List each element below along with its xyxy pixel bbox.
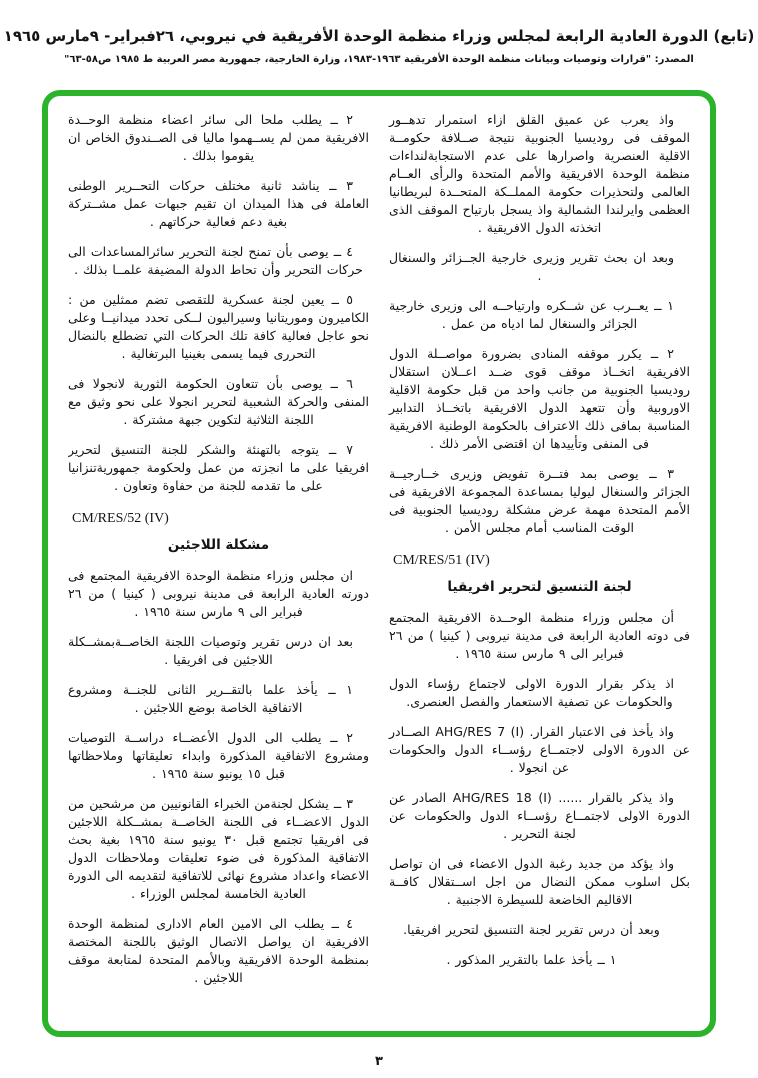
paragraph: أن مجلس وزراء منظمة الوحــدة الافريقية المجتمع فى دوته العادية الرابعة فى مدينة نيروبى ( كينيا ) من ٢٦ فبراير الى ٩ مارس سنة ١٩٦٥ . bbox=[389, 610, 690, 661]
resolution-code: CM/RES/51 (IV) bbox=[393, 553, 490, 568]
paragraph: ٧ ــ يتوجه بالتهنئة والشكر للجنة التنسيق لتحرير افريقيا على ما انجزته من عمل ولحكومة جمهوريةتنزانيا على ما تقدمه للجنة من حفاوة وتعاون . bbox=[68, 442, 369, 493]
paragraph: وبعد ان بحث تقرير وزيرى خارجية الجــزائر والسنغال . bbox=[389, 250, 674, 283]
paragraph: واذ يذكر بالقرار ...... ‎AHG/RES 18 (I)‎ الصادر عن الدورة الاولى لاجتمــاع رؤســاء الدول والحكومات عن لجنة التحرير . bbox=[389, 790, 690, 841]
paragraph: ٢ ــ يطلب الى الدول الأعضــاء دراســة التوصيات ومشروع الاتفاقية المذكورة وابداء تعليقاتها وملاحظاتها قبل ١٥ يونيو سنة ١٩٦٥ . bbox=[68, 730, 369, 781]
section-title: مشكلة اللاجئين bbox=[167, 537, 270, 553]
paragraph: ١ ــ يأخذ علما بالتقــرير الثانى للجنــة ومشروع الاتفاقية الخاصة بوضع اللاجئين . bbox=[68, 682, 353, 715]
left-column bbox=[68, 111, 369, 1025]
paragraph: ٢ ــ يكرر موقفه المنادى بضرورة مواصــلة الدول الافريقية اتخــاذ موقف قوى ضــد اعــلان استقلال روديسيا الجنوبية من جانب واحد من قبل حكومة الاقلية الاوروبية وأن تتعهد الدول الافريقية باتخــاذ التدابير المناسبة بمافى ذلك الاعتراف بالحكومة الوطنية الافريقية فى المنفى وتأييدها ان اقتضى الأمر ذلك . bbox=[389, 346, 690, 451]
paragraph: ١ ــ يأخذ علما بالتقرير المذكور . bbox=[446, 952, 617, 967]
resolution-code: CM/RES/52 (IV) bbox=[72, 511, 169, 526]
paragraph: واذ يؤكد من جديد رغبة الدول الاعضاء فى ان تواصل بكل اسلوب ممكن النضال من اجل اســتقلال كافــة الاقاليم الخاضعة للسيطرة الاجنبية . bbox=[389, 856, 690, 907]
paragraph: ٣ ــ يناشد ثانية مختلف حركات التحــرير الوطنى العاملة فى هذا الميدان ان تقيم جبهات عمل مشــتركة بغية دعم فعالية حركاتهم . bbox=[68, 178, 369, 229]
page-title: (تابع) الدورة العادية الرابعة لمجلس وزراء منظمة الوحدة الأفريقية في نيروبي، ٢٦فبراير- ٩مارس ١٩٦٥ bbox=[3, 27, 755, 45]
page-number: ٣ bbox=[375, 1054, 383, 1069]
section-title: لجنة التنسيق لتحرير افريقيا bbox=[447, 579, 632, 595]
paragraph: ٤ ــ يوصى بأن تمنح لجنة التحرير سائرالمساعدات الى حركات التحرير وأن تحاط الدولة المضيفة علمــا بذلك . bbox=[68, 244, 363, 277]
paragraph: ان مجلس وزراء منظمة الوحدة الافريقية المجتمع فى دورته العادية الرابعة فى مدينة نيروبى ( كينيا ) من ٢٦ فبراير الى ٩ مارس سنة ١٩٦٥ . bbox=[68, 568, 369, 619]
paragraph: واذ يأخذ فى الاعتبار القرار. ‎AHG/RES 7 (I)‎ الصــادر عن الدورة الاولى لاجتمــاع رؤســاء الدول والحكومات عن انجولا . bbox=[389, 724, 690, 775]
paragraph: ١ ــ يعــرب عن شــكره وارتياحــه الى وزيرى خارجية الجزائر والسنغال لما ادياه من عمل . bbox=[389, 298, 674, 331]
paragraph: ٥ ــ يعين لجنة عسكرية للتقصى تضم ممثلين من : الكاميرون وموريتانيا وسيراليون لــكى تحدد ميدانيــا وعلى نحو عاجل فعالية كافة تلك الحركات التي تضطلع بالنضال التحررى فيما يسمى بغينيا البرتغالية . bbox=[68, 292, 369, 361]
paragraph: وبعد أن درس تقرير لجنة التنسيق لتحرير افريقيا. bbox=[403, 922, 660, 937]
paragraph: اذ يذكر بقرار الدورة الاولى لاجتماع رؤساء الدول والحكومات عن تصفية الاستعمار والفصل العنصرى. bbox=[389, 676, 674, 709]
paragraph: ٣ ــ يشكل لجنةمن الخبراء القانونيين من مرشحين من الدول الاعضــاء فى اللجنة الخاصــة بمشــكلة اللاجئين فى افريقيا تجتمع قبل ٣٠ يونيو سنة ١٩٦٥ بغية بحث الاتفاقية المذكورة فى ضوء تعليقات وملاحظات الدول الاعضاء واعداد مشروع نهائى للاتفاقية لتقديمه الى الدورة العادية الخامسة لمجلس الوزراء . bbox=[68, 796, 369, 901]
columns bbox=[68, 111, 690, 1025]
paragraph: ٢ ــ يطلب ملحا الى سائر اعضاء منظمة الوحــدة الافريقية ممن لم يســهموا ماليا فى الصــندوق الخاص ان يقوموا بذلك . bbox=[68, 112, 369, 163]
paragraph: ٤ ــ يطلب الى الامين العام الادارى لمنظمة الوحدة الافريقية ان يواصل الاتصال الوثيق باللجنة المختصة بمنظمة الوحدة الافريقية وبالأمم المتحدة لمتابعة موقف اللاجئين . bbox=[68, 916, 369, 985]
paragraph: ٦ ــ يوصى بأن تتعاون الحكومة الثورية لانجولا فى المنفى والحركة الشعبية لتحرير انجولا على نحو وثيق مع اللجنة الثلاثية لتكوين جبهة مشتركة . bbox=[68, 376, 369, 427]
paragraph: واذ يعرب عن عميق القلق ازاء استمرار تدهــور الموقف فى روديسيا الجنوبية نتيجة صــلافة حكومــة الاقلية العنصرية واصرارها على عدم الاستجابةلنداءات منظمة الوحدة الافريقية والأمم المتحدة والرأى العــام العالمى ولتحذيرات حكومة المملــكة المتحــدة لبريطانيا العظمى وايرلندا الشمالية واذ يسجل بارتياح الموقف الذى اتخذته الدول الافريقية . bbox=[389, 112, 690, 235]
page-header bbox=[0, 27, 758, 65]
paragraph: بعد ان درس تقرير وتوصيات اللجنة الخاصــةبمشــكلة اللاجئين فى افريقيا . bbox=[68, 634, 353, 667]
right-column bbox=[389, 111, 690, 1025]
green-frame bbox=[42, 90, 716, 1037]
paragraph: ٣ ــ يوصى بمد فتــرة تفويض وزيرى خــارجيــة الجزائر والسنغال ليوليا بمساعدة المجموعة الافريقية فى الأمم المتحدة مهمة عرض مشكلة روديسيا الجنوبية فى الوقت المناسب أمام مجلس الأمن . bbox=[389, 466, 690, 535]
source-line: المصدر: "قرارات وتوصيات وبيانات منظمة الوحدة الأفريقية ١٩٦٣-١٩٨٣، وزارة الخارجية، جمهورية مصر العربية ط ١٩٨٥ ص٥٨-٦٣" bbox=[64, 54, 694, 65]
